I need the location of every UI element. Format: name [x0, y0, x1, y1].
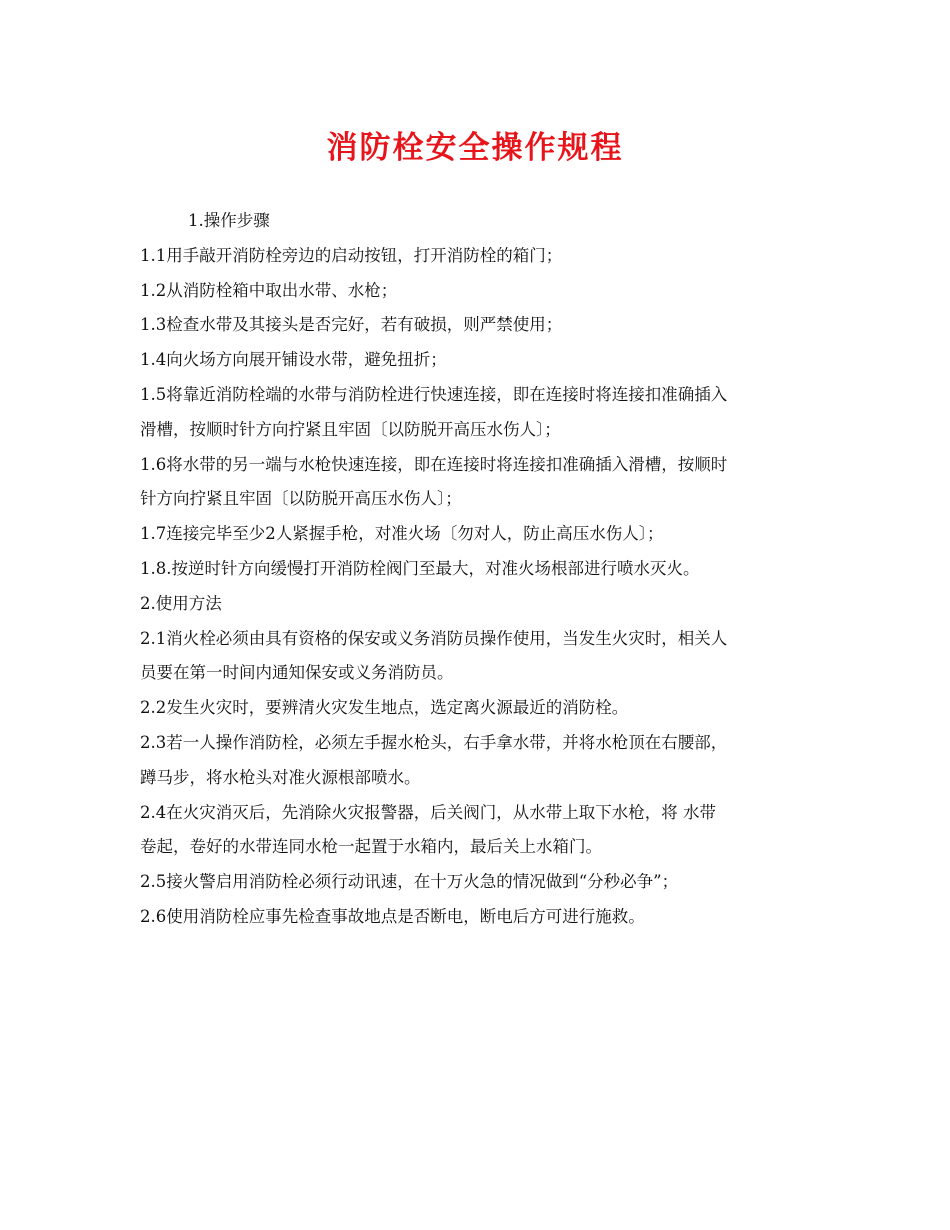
paragraph-line: 2.6使用消防栓应事先检查事故地点是否断电，断电后方可进行施救。	[140, 906, 645, 926]
paragraph-line: 卷起，卷好的水带连同水枪一起置于水箱内，最后关上水箱门。	[140, 837, 602, 857]
paragraph-line: 2.2发生火灾时，要辨清火灾发生地点，选定离火源最近的消防栓。	[140, 698, 629, 718]
paragraph-line: 1.8.按逆时针方向缓慢打开消防栓阀门至最大，对准火场根部进行喷水灭火。	[140, 558, 700, 578]
paragraph-line: 1.6将水带的另一端与水枪快速连接，即在连接时将连接扣准确插入滑槽，按顺时	[140, 454, 728, 474]
paragraph-line: 滑槽，按顺时针方向拧紧且牢固〔以防脱开高压水伤人〕；	[140, 419, 561, 439]
paragraph-line: 1.2从消防栓箱中取出水带、水枪；	[140, 280, 398, 300]
section-heading-usage-method: 2.使用方法	[140, 593, 222, 613]
section-heading-operation-steps: 1.操作步骤	[188, 211, 270, 230]
paragraph-line: 蹲马步，将水枪头对准火源根部喷水。	[140, 767, 421, 787]
paragraph-line: 1.4向火场方向展开铺设水带，避免扭折；	[140, 350, 447, 370]
paragraph-line: 2.3若一人操作消防栓，必须左手握水枪头，右手拿水带，并将水枪顶在右腰部，	[140, 732, 728, 752]
paragraph-line: 2.1消火栓必须由具有资格的保安或义务消防员操作使用，当发生火灾时，相关人	[140, 628, 728, 648]
document-body	[140, 204, 820, 935]
paragraph-line: 1.5将靠近消防栓端的水带与消防栓进行快速连接，即在连接时将连接扣准确插入	[140, 384, 728, 404]
paragraph-line: 2.5接火警启用消防栓必须行动讯速，在十万火急的情况做到“分秒必争”；	[140, 872, 679, 892]
paragraph-line: 1.3检查水带及其接头是否完好，若有破损，则严禁使用；	[140, 315, 563, 335]
paragraph-line: 1.1用手敲开消防栓旁边的启动按钮，打开消防栓的箱门；	[140, 245, 563, 265]
paragraph-line: 针方向拧紧且牢固〔以防脱开高压水伤人〕；	[140, 489, 462, 509]
document-title: 消防栓安全操作规程	[326, 130, 624, 166]
paragraph-line: 2.4在火灾消灭后，先消除火灾报警器，后关阀门，从水带上取下水枪，将 水带	[140, 802, 716, 822]
paragraph-line: 员要在第一时间内通知保安或义务消防员。	[140, 663, 454, 683]
paragraph-line: 1.7连接完毕至少2人紧握手枪，对准火场〔勿对人，防止高压水伤人〕；	[140, 524, 664, 544]
